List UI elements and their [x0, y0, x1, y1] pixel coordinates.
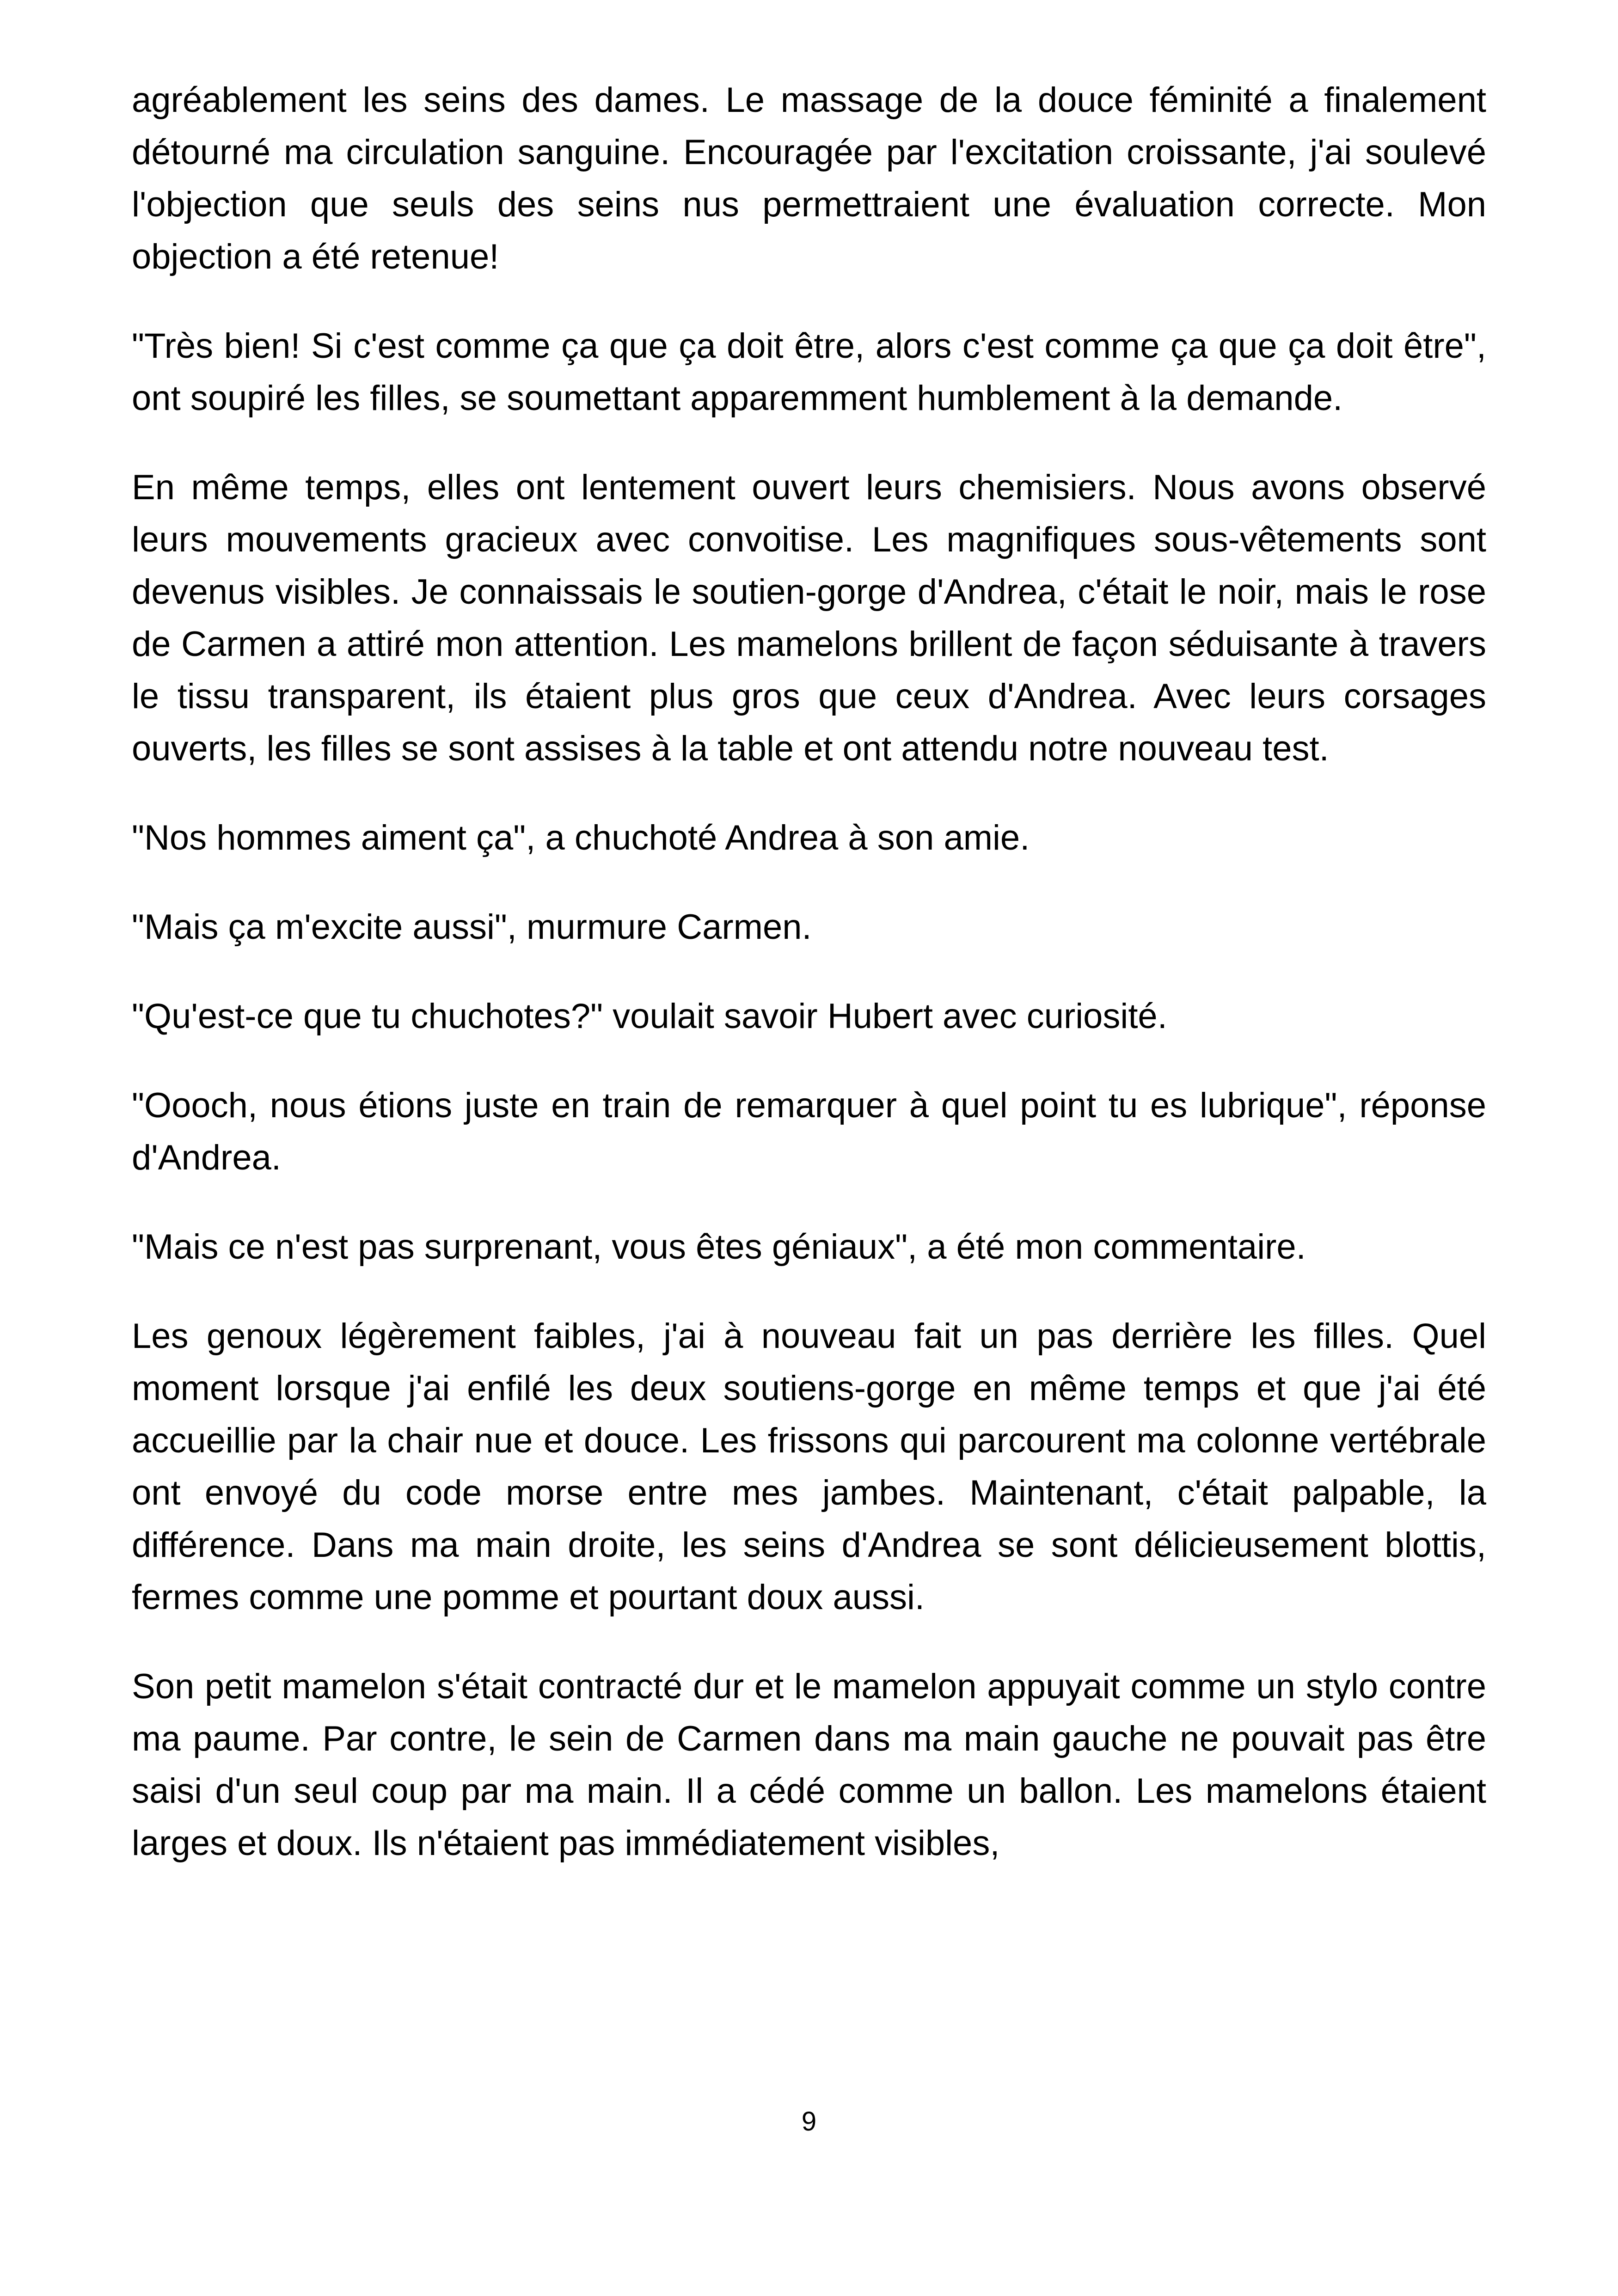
paragraph: Les genoux légèrement faibles, j'ai à nouveau fait un pas derrière les filles. Quel moment lorsque j'ai enfilé les deux soutiens-gorge en même temps et que j'ai été accueillie par la chair nue et douce. Les frissons qui parcourent ma colonne vertébrale ont envoyé du code morse entre mes jambes. Maintenant, c'était palpable, la différence. Dans ma main droite, les seins d'Andrea se sont délicieusement blottis, fermes comme une pomme et pourtant doux aussi.	[132, 1316, 1486, 1617]
paragraph: "Nos hommes aiment ça", a chuchoté Andrea à son amie.	[132, 818, 1030, 857]
page-number: 9	[801, 2106, 817, 2137]
paragraph: En même temps, elles ont lentement ouvert leurs chemisiers. Nous avons observé leurs mouvements gracieux avec convoitise. Les magnifiques sous-vêtements sont devenus visibles. Je connaissais le soutien-gorge d'Andrea, c'était le noir, mais le rose de Carmen a attiré mon attention. Les mamelons brillent de façon séduisante à travers le tissu transparent, ils étaient plus gros que ceux d'Andrea. Avec leurs corsages ouverts, les filles se sont assises à la table et ont attendu notre nouveau test.	[132, 468, 1486, 768]
paragraph: "Très bien! Si c'est comme ça que ça doit être, alors c'est comme ça que ça doit être", ont soupiré les filles, se soumettant apparemment humblement à la demande.	[132, 326, 1486, 418]
paragraph: Son petit mamelon s'était contracté dur et le mamelon appuyait comme un stylo contre ma paume. Par contre, le sein de Carmen dans ma main gauche ne pouvait pas être saisi d'un seul coup par ma main. Il a cédé comme un ballon. Les mamelons étaient larges et doux. Ils n'étaient pas immédiatement visibles,	[132, 1667, 1486, 1863]
paragraph: "Mais ce n'est pas surprenant, vous êtes géniaux", a été mon commentaire.	[132, 1227, 1306, 1267]
paragraph: agréablement les seins des dames. Le massage de la douce féminité a finalement détourné ma circulation sanguine. Encouragée par l'excitation croissante, j'ai soulevé l'objection que seuls des seins nus permettraient une évaluation correcte. Mon objection a été retenue!	[132, 80, 1486, 276]
body-text	[132, 74, 1486, 1869]
paragraph: "Mais ça m'excite aussi", murmure Carmen.	[132, 907, 812, 947]
paragraph: "Oooch, nous étions juste en train de remarquer à quel point tu es lubrique", réponse d'Andrea.	[132, 1086, 1486, 1177]
paragraph: "Qu'est-ce que tu chuchotes?" voulait savoir Hubert avec curiosité.	[132, 997, 1167, 1036]
